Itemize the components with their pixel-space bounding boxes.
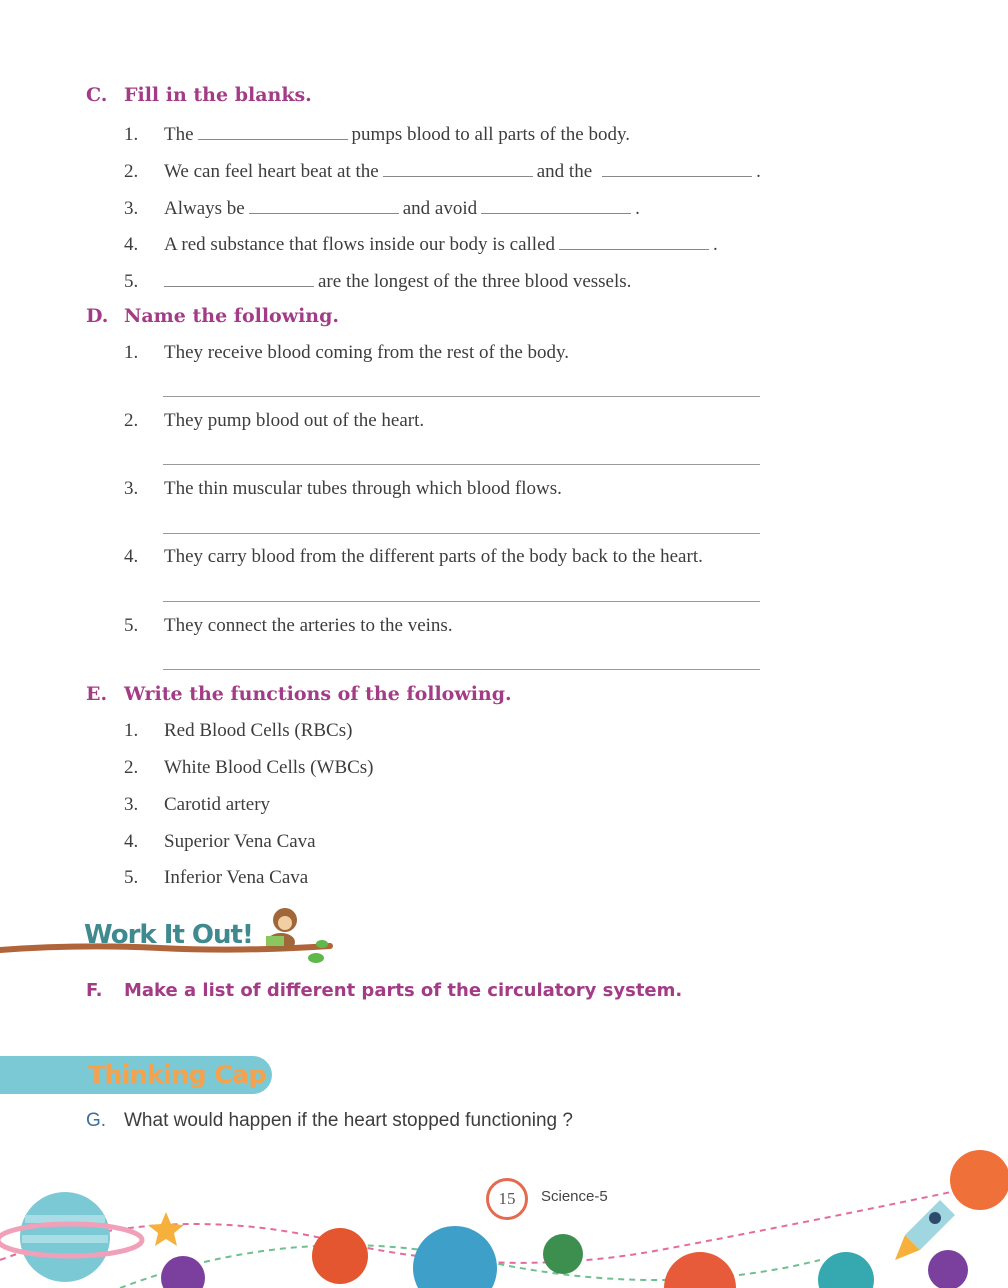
item-text: Superior Vena Cava: [164, 831, 316, 852]
item-number: 4.: [124, 234, 139, 255]
thinking-cap-banner: Thinking Cap: [88, 1060, 266, 1089]
answer-line[interactable]: [163, 601, 760, 602]
book-label: Science-5: [541, 1188, 608, 1205]
item-number: 5.: [124, 615, 139, 636]
monkey-icon: [266, 908, 297, 951]
section-e-heading: [86, 683, 512, 705]
section-c-heading: [86, 84, 312, 106]
name-item: [124, 342, 569, 364]
item-text: They pump blood out of the heart.: [164, 410, 425, 431]
item-text: Carotid artery: [164, 794, 271, 815]
answer-line[interactable]: [163, 396, 760, 397]
blank-line[interactable]: [198, 121, 348, 140]
purple-planet-icon: [161, 1256, 205, 1288]
section-f-question: [86, 980, 682, 1001]
item-number: 1.: [124, 342, 139, 363]
item-text: Always be: [164, 198, 245, 219]
function-item: [124, 720, 352, 742]
teal-planet-icon: [818, 1252, 874, 1288]
name-item: [124, 546, 703, 568]
red-striped-planet-icon: [664, 1252, 736, 1288]
item-number: 2.: [124, 410, 139, 431]
answer-line[interactable]: [163, 464, 760, 465]
earth-icon: [543, 1234, 583, 1274]
question-text: What would happen if the heart stopped functioning ?: [124, 1110, 573, 1131]
fill-blank-item: [124, 195, 640, 220]
section-title: Write the functions of the following.: [124, 683, 512, 705]
item-number: 4.: [124, 546, 139, 567]
item-text: They receive blood coming from the rest of the body.: [164, 342, 570, 363]
section-title: Name the following.: [124, 305, 340, 327]
orange-planet-icon: [312, 1228, 368, 1284]
item-number: 1.: [124, 720, 139, 741]
item-text: The: [164, 124, 194, 145]
section-letter: C.: [86, 84, 108, 106]
item-text: We can feel heart beat at the: [164, 161, 379, 182]
page-number: 15: [486, 1178, 528, 1220]
section-letter: G.: [86, 1110, 107, 1131]
question-text: Make a list of different parts of the circulatory system.: [124, 980, 683, 1001]
function-item: [124, 867, 308, 889]
item-text: The thin muscular tubes through which blood flows.: [164, 478, 562, 499]
item-text: and avoid: [402, 198, 478, 219]
item-number: 2.: [124, 161, 139, 182]
name-item: [124, 410, 424, 432]
item-text: .: [713, 234, 718, 255]
blank-line[interactable]: [559, 231, 709, 250]
function-item: [124, 831, 316, 853]
star-icon: [148, 1212, 184, 1246]
striped-planet-icon: [950, 1150, 1008, 1210]
item-text: Inferior Vena Cava: [164, 867, 309, 888]
name-item: [124, 615, 453, 637]
fill-blank-item: [124, 231, 718, 256]
item-number: 1.: [124, 124, 139, 145]
answer-line[interactable]: [163, 533, 760, 534]
fill-blank-item: [124, 268, 631, 293]
purple-planet-icon: [928, 1250, 968, 1288]
answer-line[interactable]: [163, 669, 760, 670]
function-item: [124, 757, 374, 779]
item-number: 5.: [124, 271, 139, 292]
item-text: A red substance that flows inside our body is called: [164, 234, 556, 255]
item-text: pumps blood to all parts of the body.: [351, 124, 631, 145]
function-item: [124, 794, 270, 816]
blank-line[interactable]: [383, 158, 533, 177]
section-g-question: [86, 1110, 573, 1132]
item-text: They carry blood from the different parts of the body back to the heart.: [164, 546, 703, 567]
item-number: 3.: [124, 478, 139, 499]
blank-line[interactable]: [164, 268, 314, 287]
item-text: are the longest of the three blood vessels.: [318, 271, 632, 292]
section-title: Fill in the blanks.: [124, 84, 312, 106]
item-text: They connect the arteries to the veins.: [164, 615, 453, 636]
section-d-heading: [86, 305, 339, 327]
fill-blank-item: [124, 121, 630, 146]
item-text: Red Blood Cells (RBCs): [164, 720, 353, 741]
blank-line[interactable]: [602, 158, 752, 177]
work-it-out-banner: Work It Out!: [84, 920, 253, 950]
item-text: and the: [536, 161, 593, 182]
item-number: 2.: [124, 757, 139, 778]
blank-line[interactable]: [249, 195, 399, 214]
section-letter: F.: [86, 980, 103, 1001]
item-text: .: [756, 161, 761, 182]
fill-blank-item: [124, 158, 761, 183]
section-letter: E.: [86, 683, 108, 705]
ringed-planet-icon: [0, 1192, 142, 1282]
item-number: 3.: [124, 794, 139, 815]
blue-planet-icon: [413, 1226, 497, 1288]
name-item: [124, 478, 562, 500]
item-text: .: [635, 198, 640, 219]
blank-line[interactable]: [481, 195, 631, 214]
section-letter: D.: [86, 305, 109, 327]
item-number: 4.: [124, 831, 139, 852]
item-text: White Blood Cells (WBCs): [164, 757, 374, 778]
item-number: 5.: [124, 867, 139, 888]
item-number: 3.: [124, 198, 139, 219]
